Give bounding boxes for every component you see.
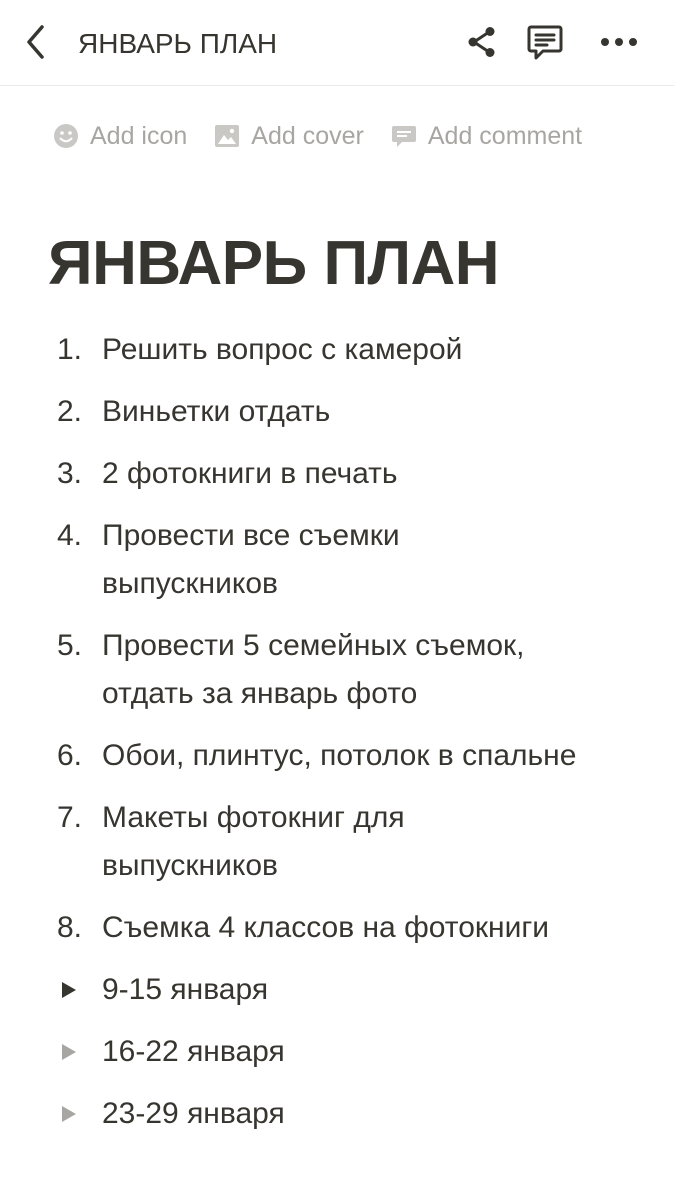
list-item[interactable] — [0, 450, 675, 498]
add-comment-button[interactable] — [390, 122, 582, 151]
list-item[interactable] — [0, 904, 675, 952]
toggle-block[interactable] — [0, 1028, 675, 1076]
chevron-left-icon — [22, 22, 50, 67]
list-item-text: Виньетки отдать — [102, 395, 331, 428]
triangle-right-icon — [60, 1090, 78, 1138]
triangle-right-icon — [60, 966, 78, 1014]
toggle-text: 23-29 января — [102, 1097, 285, 1130]
smiley-icon — [52, 122, 80, 150]
add-comment-label: Add comment — [427, 121, 583, 150]
share-button[interactable] — [460, 22, 504, 66]
add-icon-label: Add icon — [90, 121, 188, 150]
add-icon-button[interactable] — [52, 122, 187, 151]
share-icon — [465, 25, 499, 64]
top-bar — [0, 0, 675, 86]
list-item-text: Провести все съемки выпускников — [102, 519, 400, 600]
list-number: 1. — [57, 333, 83, 366]
toggle-text: 16-22 января — [102, 1035, 285, 1068]
more-horizontal-icon — [599, 35, 639, 53]
toggle-button[interactable] — [0, 1028, 102, 1076]
page-content — [0, 322, 675, 1138]
comment-small-icon — [390, 122, 418, 150]
image-icon — [213, 122, 241, 150]
list-item-text: Решить вопрос с камерой — [102, 333, 463, 366]
list-number: 2. — [57, 395, 83, 428]
more-button[interactable] — [597, 22, 641, 66]
list-number: 3. — [57, 457, 83, 490]
list-number: 5. — [57, 629, 83, 662]
add-cover-label: Add cover — [251, 121, 364, 150]
list-item-text: Обои, плинтус, потолок в спальне — [102, 739, 577, 772]
back-button[interactable] — [14, 22, 58, 66]
comments-button[interactable] — [523, 22, 567, 66]
toggle-button[interactable] — [0, 966, 102, 1014]
list-item-text: Провести 5 семейных съемок, отдать за январь фото — [102, 629, 525, 710]
list-item[interactable] — [0, 388, 675, 436]
header-title: ЯНВАРЬ ПЛАН — [78, 28, 278, 59]
list-item[interactable] — [0, 512, 675, 608]
list-item-text: Съемка 4 классов на фотокниги — [102, 911, 550, 944]
list-item[interactable] — [0, 732, 675, 780]
list-number: 8. — [57, 911, 83, 944]
comment-icon — [525, 22, 565, 67]
toggle-block[interactable] — [0, 966, 675, 1014]
list-number: 7. — [57, 801, 83, 834]
add-cover-button[interactable] — [213, 122, 364, 151]
triangle-right-icon — [60, 1028, 78, 1076]
toggle-text: 9-15 января — [102, 973, 269, 1006]
list-number: 6. — [57, 739, 83, 772]
toggle-button[interactable] — [0, 1090, 102, 1138]
list-item-text: Макеты фотокниг для выпускников — [102, 801, 405, 882]
list-item[interactable] — [0, 326, 675, 374]
toggle-block[interactable] — [0, 1090, 675, 1138]
page-actions — [52, 118, 582, 154]
list-item[interactable] — [0, 622, 675, 718]
page-title[interactable]: ЯНВАРЬ ПЛАН — [48, 229, 500, 298]
list-number: 4. — [57, 519, 83, 552]
list-item[interactable] — [0, 794, 675, 890]
list-item-text: 2 фотокниги в печать — [102, 457, 398, 490]
